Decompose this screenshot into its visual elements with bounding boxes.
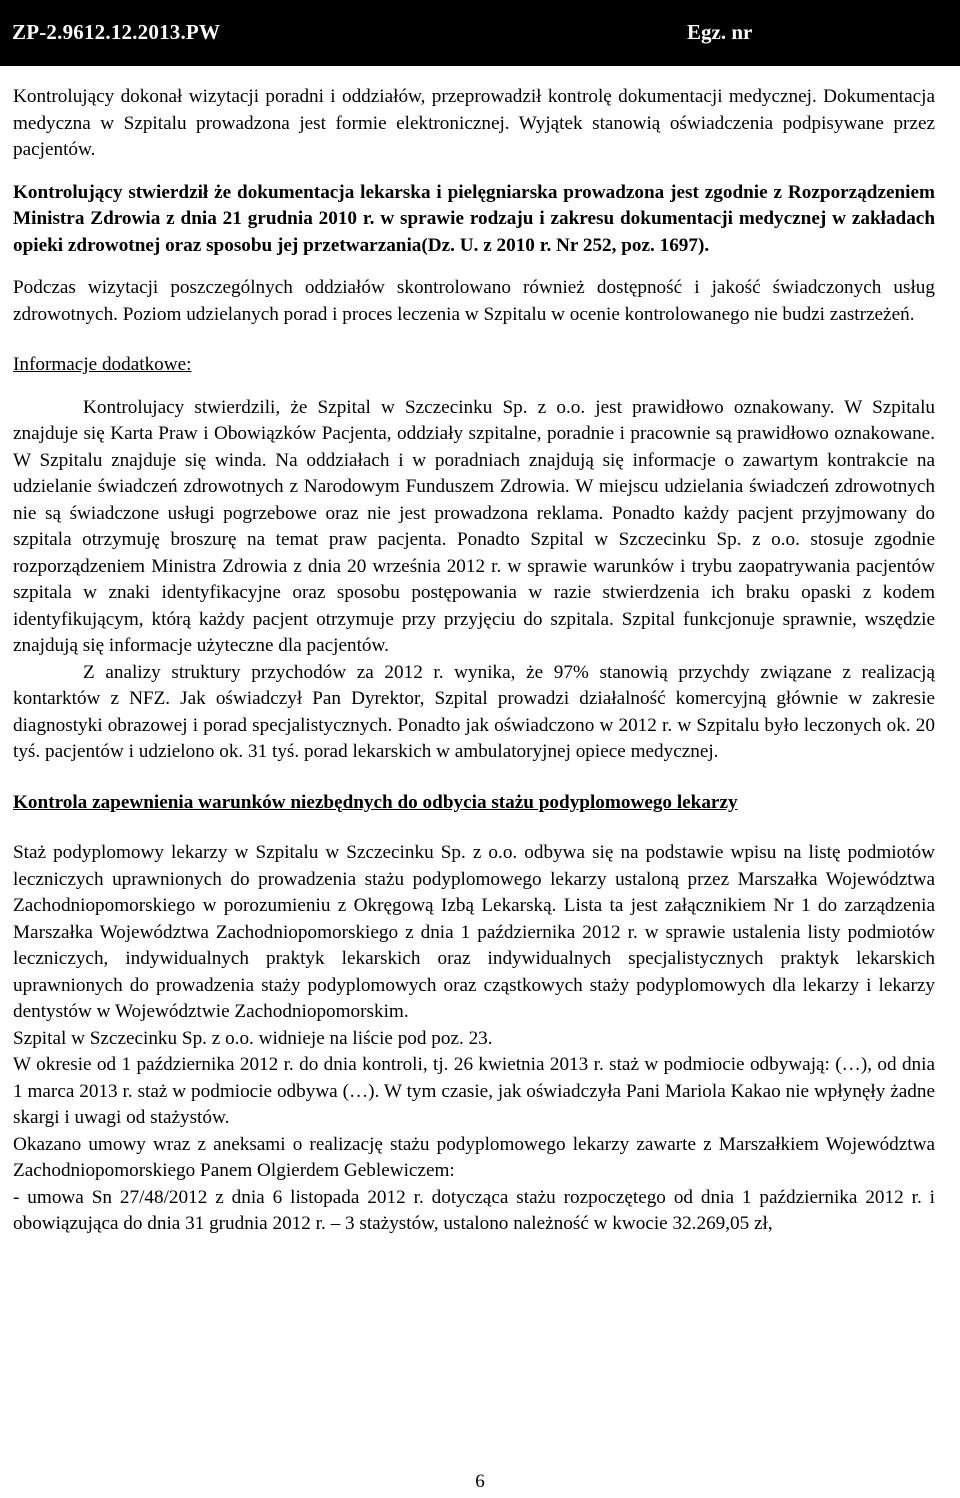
- paragraph-przychody: Z analizy struktury przychodów za 2012 r. wynika, że 97% stanowią przychdy związane z realizacją kontarktów z NFZ. Jak oświadczył Pan Dyrektor, Szpital prowadzi działalność komercyjną głównie w zakresie diagnostyki obrazowej i porad specjalistycznych. Ponadto jak oświadczono w 2012 r. w Szpitalu było leczonych ok. 20 tyś. pacjentów i udzielono ok. 31 tyś. porad lekarskich w ambulatoryjnej opiece medycznej.: [13, 661, 935, 762]
- document-body: [13, 84, 935, 1238]
- heading-staz-podyplomowy: Kontrola zapewnienia warunków niezbędnych do odbycia stażu podyplomowego lekarzy: [13, 791, 738, 813]
- paragraph-oznakowanie: Kontrolujacy stwierdzili, że Szpital w Szczecinku Sp. z o.o. jest prawidłowo oznakowany. W Szpitalu znajduje się Karta Praw i Obowiązków Pacjenta, oddziały szpitalne, poradnie i pracownie są prawidłowo oznakowane. W Szpitalu znajduje się winda. Na oddziałach i w poradniach znajdują się informacje o zawartym kontrakcie na udzielanie świadczeń zdrowotnych z Narodowym Funduszem Zdrowia. W miejscu udzielania świadczeń zdrowotnych nie są świadczone usługi pogrzebowe oraz nie jest prowadzona reklama. Ponadto każdy pacjent przyjmowany do szpitala otrzymuję broszurę na temat praw pacjenta. Ponadto Szpital w Szczecinku Sp. z o.o. stosuje zgodnie rozporządzeniem Ministra Zdrowia z dnia 20 września 2012 r. w sprawie warunków i trybu zaopatrywania pacjentów szpitala w znaki identyfikacyjne oraz sposobu postępowania w razie stwierdzenia ich braku opaski z kodem identyfikującym, którą każdy pacjent otrzymuje przy przyjęciu do szpitala. Szpital funkcjonuje sprawnie, wszędzie znajdują się informacje użyteczne dla pacjentów.: [13, 396, 935, 656]
- paragraph-staz: Staż podyplomowy lekarzy w Szpitalu w Szczecinku Sp. z o.o. odbywa się na podstawie wpisu na listę podmiotów leczniczych uprawnionych do prowadzenia stażu podyplomowego lekarzy ustaloną przez Marszałka Województwa Zachodniopomorskiego w porozumieniu z Okręgową Izbą Lekarską. Lista ta jest załącznikiem Nr 1 do zarządzenia Marszałka Województwa Zachodniopomorskiego z dnia 1 października 2012 r. w sprawie ustalenia listy podmiotów leczniczych, indywidualnych praktyk lekarskich oraz indywidualnych specjalistycznych praktyk lekarskich uprawnionych do prowadzenia staży podyplomowych oraz cząstkowych staży podyplomowych dla lekarzy i lekarzy dentystów w Województwie Zachodniopomorskim.: [13, 842, 935, 1022]
- page-header: [0, 0, 960, 66]
- paragraph-rozporzadzenie: Kontrolujący stwierdził że dokumentacja lekarska i pielęgniarska prowadzona jest zgodnie z Rozporządzeniem Ministra Zdrowia z dnia 21 grudnia 2010 r. w sprawie rodzaju i zakresu dokumentacji medycznej w zakładach opieki zdrowotnej oraz sposobu jej przetwarzania(Dz. U. z 2010 r. Nr 252, poz. 1697).: [13, 181, 935, 256]
- paragraph-okres: W okresie od 1 października 2012 r. do dnia kontroli, tj. 26 kwietnia 2013 r. staż w podmiocie odbywają: (…), od dnia 1 marca 2013 r. staż w podmiocie odbywa (…). W tym czasie, jak oświadczyła Pani Mariola Kakao nie wpłynęły żadne skargi i uwagi od stażystów.: [13, 1054, 935, 1128]
- paragraph-umowa-sn: - umowa Sn 27/48/2012 z dnia 6 listopada 2012 r. dotycząca stażu rozpoczętego od dnia 1 października 2012 r. i obowiązująca do dnia 31 grudnia 2012 r. – 3 stażystów, ustalono należność w kwocie 32.269,05 zł,: [13, 1186, 935, 1234]
- paragraph-umowy: Okazano umowy wraz z aneksami o realizację stażu podyplomowego lekarzy zawarte z Marszałkiem Województwa Zachodniopomorskiego Panem Olgierdem Geblewiczem:: [13, 1133, 935, 1181]
- document-id: ZP-2.9612.12.2013.PW: [12, 20, 221, 44]
- page-number: 6: [475, 1471, 485, 1492]
- paragraph-dokumentacja: Kontrolujący dokonał wizytacji poradni i oddziałów, przeprowadził kontrolę dokumentacji medycznej. Dokumentacja medyczna w Szpitalu prowadzona jest formie elektronicznej. Wyjątek stanowią oświadczenia podpisywane przez pacjentów.: [13, 86, 935, 160]
- heading-informacje-dodatkowe: Informacje dodatkowe:: [13, 354, 192, 375]
- paragraph-lista-poz: Szpital w Szczecinku Sp. z o.o. widnieje na liście pod poz. 23.: [13, 1027, 493, 1049]
- copy-number-label: Egz. nr: [687, 20, 753, 44]
- paragraph-wizytacja: Podczas wizytacji poszczególnych oddziałów skontrolowano również dostępność i jakość świadczonych usług zdrowotnych. Poziom udzielanych porad i proces leczenia w Szpitalu w ocenie kontrolowanego nie budzi zastrzeżeń.: [13, 277, 935, 325]
